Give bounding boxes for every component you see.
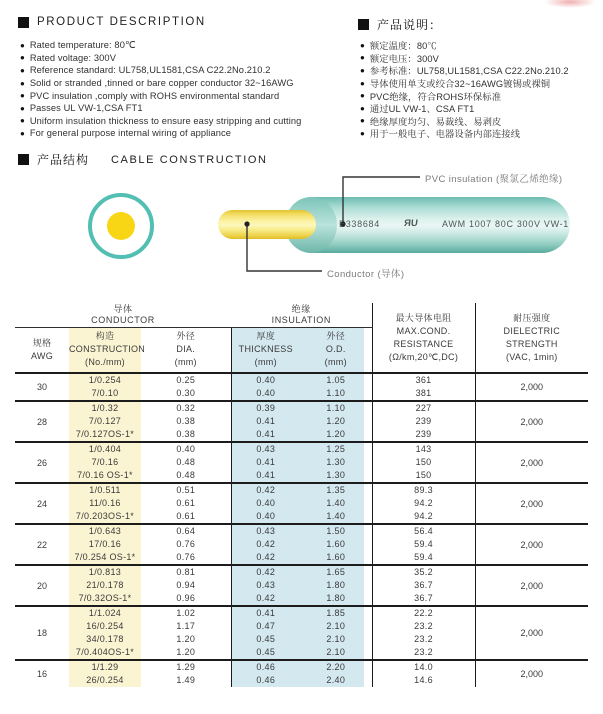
header-line: (mm) [174, 357, 197, 368]
cell-line: 0.61 [176, 498, 196, 508]
awg-cell: 18 [36, 628, 47, 638]
cell-line: 1.20 [326, 416, 346, 426]
od-cell [300, 660, 372, 687]
header-line: (mm) [254, 357, 277, 368]
header-line: 外径 [176, 331, 196, 342]
cell-line: 1.30 [326, 470, 346, 480]
dia-cell [141, 524, 231, 565]
cell-line: 1.05 [326, 375, 346, 385]
cell-line: 7/0.203OS-1* [75, 511, 135, 521]
cell-line: 0.61 [176, 511, 196, 521]
cell-line: 0.48 [176, 470, 196, 480]
thickness-cell [231, 373, 300, 401]
cell-line: 0.43 [256, 580, 276, 590]
cell-line: 1.20 [176, 634, 196, 644]
cell-line: 94.2 [414, 498, 433, 508]
cell-line: 2.10 [326, 634, 346, 644]
resistance-cell [372, 483, 475, 524]
construction-column-header [69, 327, 146, 373]
bullet-item [360, 127, 600, 140]
resistance-cell [372, 373, 475, 401]
cell-line: 0.43 [256, 444, 276, 454]
cell-line: 56.4 [414, 526, 433, 536]
cell-line: 0.39 [256, 403, 276, 413]
cell-line: 227 [415, 403, 432, 413]
cell-line: 1.29 [176, 662, 196, 672]
dia-cell [141, 373, 231, 401]
bullet-item [20, 102, 355, 115]
bullet-item [20, 89, 355, 102]
cell-line: 7/0.127 [88, 416, 122, 426]
product-description-title-zh: 产品说明： [377, 18, 443, 32]
header-line: O.D. [325, 344, 346, 355]
cell-line: 7/0.16 OS-1* [77, 470, 133, 480]
cell-line: 0.41 [256, 470, 276, 480]
cable-construction-title-zh: 产品结构 [37, 153, 90, 167]
cell-line: 2.10 [326, 621, 346, 631]
cell-line: 0.96 [176, 593, 196, 603]
bullet-item [20, 39, 355, 52]
awg-cell: 24 [36, 498, 47, 509]
cell-line: 0.45 [256, 634, 276, 644]
table-row-awg-16 [15, 660, 588, 687]
header-line: MAX.COND. [396, 325, 451, 336]
resistance-cell [372, 660, 475, 687]
cell-line: 0.46 [256, 662, 276, 672]
dia-cell [141, 660, 231, 687]
cell-line: 0.32 [176, 403, 196, 413]
cell-line: 7/0.127OS-1* [75, 429, 135, 439]
thickness-column-header [231, 327, 300, 373]
awg-cell: 22 [36, 539, 47, 550]
bullet-icon: ● [20, 103, 25, 113]
conductor-group-en: CONDUCTOR [91, 314, 155, 325]
table-row-awg-18 [15, 606, 588, 660]
bullet-item [360, 102, 600, 115]
resistance-cell [372, 442, 475, 483]
cell-line: 2.40 [326, 675, 346, 685]
awg-column-header [15, 327, 69, 373]
resistance-cell [372, 524, 475, 565]
cell-line: 0.43 [256, 526, 276, 536]
cell-line: 0.46 [256, 675, 276, 685]
cell-line: 0.51 [176, 485, 196, 495]
conductor-group-zh: 导体 [113, 303, 133, 314]
cell-line: 0.41 [256, 416, 276, 426]
thickness-cell [231, 442, 300, 483]
cell-line: 59.4 [414, 552, 433, 562]
cell-line: 1/0.254 [88, 375, 122, 385]
construction-cell [69, 483, 141, 524]
cell-line: 0.64 [176, 526, 196, 536]
product-description-heading [18, 16, 206, 28]
od-cell [300, 483, 372, 524]
insulation-group-header [231, 303, 372, 327]
resistance-column-header [372, 303, 475, 373]
resistance-cell [372, 401, 475, 442]
cell-line: 1.25 [326, 444, 346, 454]
cell-line: 0.40 [256, 388, 276, 398]
cell-line: 22.2 [414, 608, 433, 618]
od-cell [300, 373, 372, 401]
conductor-label: Conductor (导体) [327, 269, 405, 280]
header-line: 构造 [95, 331, 115, 342]
awg-cell: 30 [36, 382, 47, 392]
cell-line: 26/0.254 [86, 675, 124, 685]
bullet-text: Passes UL VW-1,CSA FT1 [29, 103, 143, 114]
od-cell [300, 401, 372, 442]
cell-line: 150 [415, 457, 432, 467]
bullet-icon: ● [20, 78, 25, 88]
product-description-heading-zh [358, 16, 442, 33]
bullet-text: Uniform insulation thickness to ensure easy stripping and cutting [29, 115, 302, 126]
ul-recognized-mark-icon: ЯU [403, 218, 419, 229]
cell-line: 34/0.178 [86, 634, 124, 644]
cell-line: 1.65 [326, 567, 346, 577]
cell-line: 0.42 [256, 552, 276, 562]
cell-line: 1.49 [176, 675, 196, 685]
dielectric-cell: 2,000 [520, 669, 544, 679]
cell-line: 11/0.16 [89, 498, 121, 508]
awg-cell: 20 [36, 580, 47, 591]
cell-line: 1.10 [326, 388, 346, 398]
cell-line: 21/0.178 [86, 580, 124, 590]
thickness-cell [231, 483, 300, 524]
cell-line: 16/0.254 [86, 621, 124, 631]
dia-cell [141, 565, 231, 606]
thickness-cell [231, 606, 300, 660]
cell-line: 35.2 [414, 567, 433, 577]
cell-line: 361 [415, 375, 432, 385]
thickness-cell [231, 401, 300, 442]
cell-line: 0.81 [176, 567, 196, 577]
cell-line: 0.40 [256, 511, 276, 521]
product-description-list-zh [360, 39, 600, 140]
cell-line: 1.80 [326, 593, 346, 603]
construction-cell [69, 401, 141, 442]
thickness-cell [231, 565, 300, 606]
bullet-text: Rated voltage: 300V [29, 52, 116, 63]
cell-line: 23.2 [414, 647, 433, 657]
awg-cell: 16 [36, 669, 47, 679]
header-line: (VAC, 1min) [505, 351, 558, 362]
dielectric-cell: 2,000 [520, 498, 544, 509]
bullet-item [360, 52, 600, 65]
cell-line: 1.02 [176, 608, 196, 618]
bullet-icon: ● [20, 91, 25, 101]
table-row-awg-24 [15, 483, 588, 524]
cell-line: 0.45 [256, 647, 276, 657]
cell-line: 0.38 [176, 429, 196, 439]
cell-line: 2.10 [326, 647, 346, 657]
cell-line: 1/0.813 [88, 567, 122, 577]
construction-cell [69, 373, 141, 401]
header-line: 耐压强度 [513, 312, 551, 323]
cable-print-text [339, 218, 569, 229]
header-line: RESISTANCE [393, 338, 454, 349]
dielectric-cell: 2,000 [520, 580, 544, 591]
cell-line: 2.20 [326, 662, 346, 672]
product-description-title: PRODUCT DESCRIPTION [37, 16, 206, 28]
cell-line: 7/0.404OS-1* [75, 647, 135, 657]
dia-cell [141, 401, 231, 442]
bullet-text: PVC insulation ,comply with ROHS environmental standard [29, 90, 280, 101]
cell-line: 1/0.404 [88, 444, 122, 454]
cell-line: 0.41 [256, 429, 276, 439]
bullet-icon: ● [360, 40, 365, 50]
bullet-text: PVC绝缘，符合ROHS环保标准 [369, 91, 502, 102]
bullet-icon: ● [20, 40, 25, 50]
cell-line: 1.20 [326, 429, 346, 439]
cell-line: 1.40 [326, 511, 346, 521]
section-square-icon [18, 17, 29, 28]
header-line: THICKNESS [238, 344, 293, 355]
table-row-awg-26 [15, 442, 588, 483]
bullet-item [360, 115, 600, 128]
bullet-text: 额定温度：80℃ [369, 41, 437, 52]
conductor-callout-dot [244, 221, 249, 226]
bullet-item [20, 52, 355, 65]
dia-column-header [141, 327, 231, 373]
bullet-text: Reference standard: UL758,UL1581,CSA C22.2No.210.2 [29, 65, 271, 76]
bullet-icon: ● [360, 53, 365, 63]
bullet-text: 用于一般电子、电器设备内部连接线 [369, 129, 521, 140]
construction-cell [69, 660, 141, 687]
cell-line: 0.30 [176, 388, 196, 398]
resistance-cell [372, 606, 475, 660]
header-line: DIA. [176, 344, 196, 355]
corner-stamp-fragment [544, 0, 596, 8]
cell-line: 59.4 [414, 539, 433, 549]
cell-line: 1.60 [326, 552, 346, 562]
cell-line: 0.42 [256, 485, 276, 495]
cell-line: 0.38 [176, 416, 196, 426]
cell-line: 7/0.10 [91, 388, 119, 398]
bullet-icon: ● [20, 128, 25, 138]
header-line: 外径 [326, 331, 346, 342]
cell-line: 1.17 [176, 621, 196, 631]
bullet-icon: ● [360, 116, 365, 126]
bullet-item [360, 77, 600, 90]
bullet-text: 通过UL VW-1、CSA FT1 [369, 104, 475, 115]
bullet-text: Rated temperature: 80℃ [29, 39, 136, 50]
cell-line: 1/1.29 [91, 662, 119, 672]
conductor-group-header [15, 303, 231, 327]
cell-line: 0.41 [256, 608, 276, 618]
cell-line: 89.3 [414, 485, 433, 495]
cell-line: 0.42 [256, 593, 276, 603]
cell-line: 7/0.32OS-1* [78, 593, 132, 603]
cell-line: 23.2 [414, 621, 433, 631]
bullet-icon: ● [360, 128, 365, 138]
insulation-group-en: INSULATION [271, 314, 331, 325]
bullet-item [20, 77, 355, 90]
dielectric-column-header [475, 303, 588, 373]
bullet-icon: ● [20, 116, 25, 126]
cell-line: 1.35 [326, 485, 346, 495]
bullet-text: Solid or stranded ,tinned or bare copper conductor 32~16AWG [29, 78, 294, 89]
cell-line: 0.76 [176, 539, 196, 549]
cell-line: 1/1.024 [88, 608, 122, 618]
cell-line: 1.85 [326, 608, 346, 618]
header-line: DIELECTRIC [503, 325, 561, 336]
product-description-list-en [20, 39, 355, 140]
cell-line: 1.10 [326, 403, 346, 413]
bullet-icon: ● [20, 53, 25, 63]
cell-line: 239 [415, 416, 432, 426]
cell-line: 0.41 [256, 457, 276, 467]
cell-line: 14.0 [414, 662, 433, 672]
bullet-item [20, 115, 355, 128]
cell-line: 0.42 [256, 539, 276, 549]
bullet-text: For general purpose internal wiring of appliance [29, 128, 232, 139]
table-row-awg-22 [15, 524, 588, 565]
dielectric-cell: 2,000 [520, 416, 544, 427]
header-line: STRENGTH [505, 338, 558, 349]
cable-construction-title-en: CABLE CONSTRUCTION [111, 153, 268, 166]
cell-line: 1.50 [326, 526, 346, 536]
header-line: CONSTRUCTION [69, 344, 146, 355]
header-line: (mm) [324, 357, 347, 368]
spec-table-body [15, 373, 588, 687]
bullet-item [20, 127, 355, 140]
cable-rating-text: AWM 1007 80C 300V VW-1 [442, 218, 569, 229]
bullet-text: 额定电压：300V [369, 53, 439, 64]
cell-line: 1.40 [326, 498, 346, 508]
cell-line: 0.76 [176, 552, 196, 562]
cell-line: 0.42 [256, 567, 276, 577]
cell-line: 0.40 [176, 444, 196, 454]
dia-cell [141, 606, 231, 660]
bullet-item [360, 64, 600, 77]
awg-cell: 26 [36, 457, 47, 468]
dielectric-cell: 2,000 [520, 457, 544, 468]
cell-line: 94.2 [414, 511, 433, 521]
bullet-icon: ● [20, 65, 25, 75]
header-line: (Ω/km,20℃,DC) [388, 351, 459, 362]
bullet-icon: ● [360, 91, 365, 101]
cell-line: 36.7 [414, 593, 433, 603]
ul-file-number: E338684 [339, 218, 380, 229]
table-row-awg-28 [15, 401, 588, 442]
od-cell [300, 565, 372, 606]
section-square-icon [18, 154, 29, 165]
thickness-cell [231, 524, 300, 565]
bullet-text: 导体使用单支或绞合32~16AWG镀锡或裸铜 [369, 79, 551, 90]
cell-line: 381 [415, 388, 432, 398]
od-column-header [300, 327, 372, 373]
bullet-icon: ● [360, 78, 365, 88]
dielectric-cell: 2,000 [520, 628, 544, 638]
od-cell [300, 606, 372, 660]
bullet-item [360, 39, 600, 52]
section-square-icon [358, 19, 369, 30]
header-line: 最大导体电阻 [395, 312, 452, 323]
cell-line: 1.60 [326, 539, 346, 549]
cable-side-view-diagram [0, 165, 603, 300]
dielectric-cell: 2,000 [520, 539, 544, 550]
header-line: 规格 [32, 337, 52, 348]
construction-cell [69, 606, 141, 660]
cell-line: 150 [415, 470, 432, 480]
insulation-group-zh: 绝缘 [291, 303, 311, 314]
conductor-rod [218, 210, 316, 239]
cell-line: 7/0.254 OS-1* [74, 552, 136, 562]
od-cell [300, 524, 372, 565]
pvc-insulation-label: PVC insulation (聚氯乙烯绝缘) [425, 174, 563, 185]
cell-line: 239 [415, 429, 432, 439]
dielectric-cell: 2,000 [520, 382, 544, 392]
header-line: (No./mm) [85, 357, 125, 368]
cell-line: 1.30 [326, 457, 346, 467]
awg-cell: 28 [36, 416, 47, 427]
cell-line: 0.40 [256, 498, 276, 508]
construction-cell [69, 442, 141, 483]
bullet-icon: ● [360, 103, 365, 113]
cell-line: 0.48 [176, 457, 196, 467]
table-row-awg-20 [15, 565, 588, 606]
cell-line: 0.40 [256, 375, 276, 385]
dia-cell [141, 483, 231, 524]
resistance-cell [372, 565, 475, 606]
group-header-row [15, 303, 588, 327]
bullet-item [20, 64, 355, 77]
cell-line: 23.2 [414, 634, 433, 644]
table-row-awg-30 [15, 373, 588, 401]
header-line: AWG [30, 350, 54, 361]
bullet-text: 绝缘厚度均匀、易裁线、易剥皮 [369, 116, 502, 127]
cell-line: 1.80 [326, 580, 346, 590]
bullet-item [360, 89, 600, 102]
thickness-cell [231, 660, 300, 687]
od-cell [300, 442, 372, 483]
cell-line: 14.6 [414, 675, 433, 685]
cell-line: 1/0.511 [89, 485, 121, 495]
cell-line: 0.94 [176, 580, 196, 590]
spec-table [15, 303, 588, 687]
cell-line: 1/0.32 [91, 403, 119, 413]
cell-line: 36.7 [414, 580, 433, 590]
cell-line: 1/0.643 [88, 526, 122, 536]
cell-line: 7/0.16 [91, 457, 119, 467]
cell-line: 0.47 [256, 621, 276, 631]
construction-cell [69, 524, 141, 565]
dia-cell [141, 442, 231, 483]
cell-line: 0.25 [176, 375, 196, 385]
header-line: 厚度 [256, 331, 276, 342]
construction-cell [69, 565, 141, 606]
bullet-text: 参考标准：UL758,UL1581,CSA C22.2No.210.2 [369, 66, 569, 77]
cell-line: 1.20 [176, 647, 196, 657]
cell-line: 17/0.16 [88, 539, 122, 549]
cell-line: 143 [415, 444, 432, 454]
bullet-icon: ● [360, 65, 365, 75]
